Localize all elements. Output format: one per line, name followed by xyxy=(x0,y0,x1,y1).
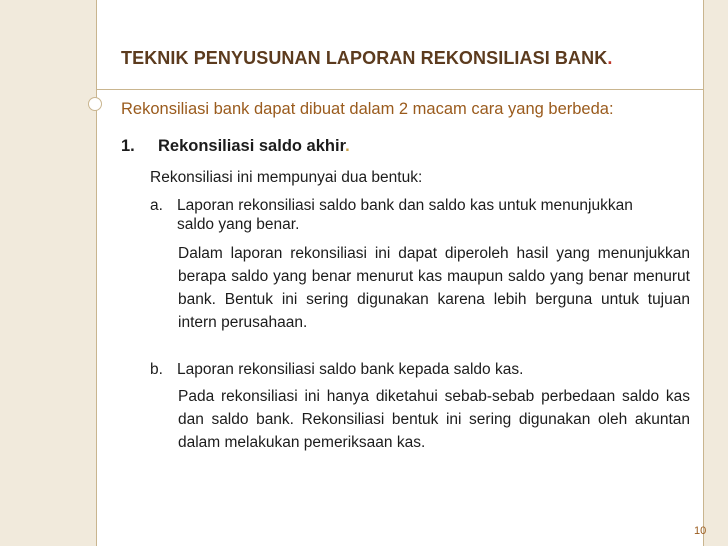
point-a-letter: a. xyxy=(150,197,163,214)
sub-intro-text: Rekonsiliasi ini mempunyai dua bentuk: xyxy=(150,169,423,186)
page-number: 10 xyxy=(694,525,707,537)
point-b xyxy=(150,361,650,379)
list-item-1-number: 1. xyxy=(121,137,135,155)
point-b-letter: b. xyxy=(150,361,163,378)
list-item-1 xyxy=(121,137,350,156)
point-b-paragraph: Pada rekonsiliasi ini hanya diketahui sebab-sebab perbedaan saldo kas dan saldo bank. Rekonsiliasi bentuk ini sering digunakan oleh akuntan dalam melakukan pemeriksaan kas. xyxy=(178,388,690,451)
list-item-1-dot: . xyxy=(345,137,350,155)
point-a-paragraph: Dalam laporan rekonsiliasi ini dapat diperoleh hasil yang menunjukkan berapa saldo yang benar menurut kas maupun saldo yang benar menurut bank. Bentuk ini sering digunakan karena lebih berguna untuk tujuan intern perusahaan. xyxy=(178,245,690,331)
right-decorative-panel xyxy=(704,0,728,546)
slide-title-text: TEKNIK PENYUSUNAN LAPORAN REKONSILIASI BANK xyxy=(121,48,608,68)
circle-ornament-icon xyxy=(88,97,102,111)
left-panel-border xyxy=(96,0,97,546)
title-divider xyxy=(96,89,704,90)
intro-text: Rekonsiliasi bank dapat dibuat dalam 2 macam cara yang berbeda: xyxy=(121,100,614,118)
slide-title-dot: . xyxy=(607,48,613,68)
list-item-1-label: Rekonsiliasi saldo akhir xyxy=(158,137,346,155)
slide-title xyxy=(121,48,701,69)
point-a xyxy=(150,196,650,234)
left-decorative-panel xyxy=(0,0,96,546)
point-a-text: Laporan rekonsiliasi saldo bank dan saldo kas untuk menunjukkan saldo yang benar. xyxy=(177,197,633,233)
point-b-text: Laporan rekonsiliasi saldo bank kepada saldo kas. xyxy=(177,361,524,378)
right-panel-border xyxy=(703,0,704,546)
